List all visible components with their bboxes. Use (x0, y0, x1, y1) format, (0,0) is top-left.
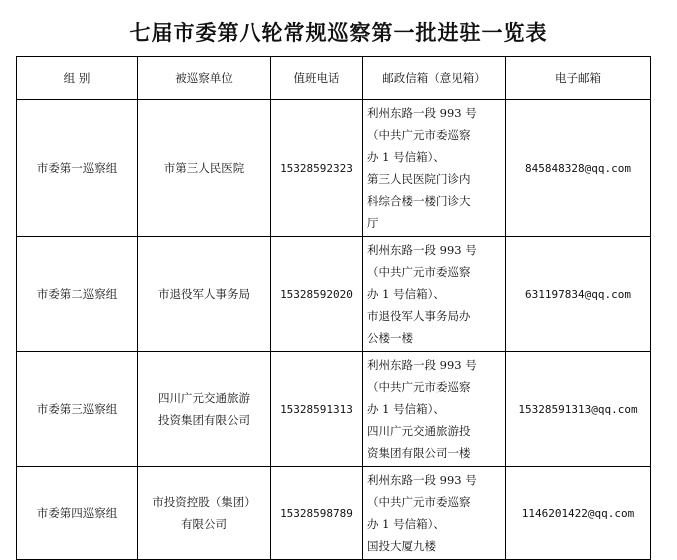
header-unit: 被巡察单位 (138, 57, 271, 100)
table-row (17, 352, 651, 467)
email-cell: 631197834@qq.com (506, 237, 651, 352)
mailbox-line: （中共广元市委巡察 (367, 495, 471, 509)
mailbox-line: （中共广元市委巡察 (367, 380, 471, 394)
table-row (17, 237, 651, 352)
mailbox-line: 市退役军人事务局办 (367, 309, 471, 323)
mailbox-cell (363, 352, 506, 467)
mailbox-line: 办 1 号信箱）、 (367, 402, 445, 416)
mailbox-line: 利州东路一段 993 号 (367, 358, 477, 372)
group-cell: 市委第二巡察组 (17, 237, 138, 352)
unit-line: 市投资控股（集团） (152, 495, 256, 509)
mailbox-cell (363, 467, 506, 560)
mailbox-line: 利州东路一段 993 号 (367, 106, 477, 120)
unit-line: 市第三人民医院 (163, 161, 245, 175)
unit-line: 四川广元交通旅游 (158, 391, 250, 405)
header-group: 组 别 (17, 57, 138, 100)
mailbox-line: 四川广元交通旅游投 (367, 424, 471, 438)
mailbox-line: 国投大厦九楼 (367, 539, 436, 553)
unit-cell (138, 352, 271, 467)
unit-cell (138, 100, 271, 237)
phone-cell: 15328592020 (271, 237, 363, 352)
email-cell: 845848328@qq.com (506, 100, 651, 237)
mailbox-cell (363, 100, 506, 237)
page-title: 七届市委第八轮常规巡察第一批进驻一览表 (129, 20, 548, 45)
mailbox-line: 利州东路一段 993 号 (367, 243, 477, 257)
phone-cell: 15328598789 (271, 467, 363, 560)
mailbox-line: （中共广元市委巡察 (367, 128, 471, 142)
mailbox-line: 科综合楼一楼门诊大 (367, 194, 471, 208)
unit-line: 有限公司 (181, 517, 227, 531)
unit-line: 投资集团有限公司 (158, 413, 250, 427)
mailbox-line: 资集团有限公司一楼 (367, 446, 471, 460)
mailbox-line: 公楼一楼 (367, 331, 413, 345)
header-mailbox: 邮政信箱（意见箱） (363, 57, 506, 100)
group-cell: 市委第一巡察组 (17, 100, 138, 237)
unit-cell (138, 467, 271, 560)
table-row (17, 467, 651, 560)
email-cell: 15328591313@qq.com (506, 352, 651, 467)
unit-cell (138, 237, 271, 352)
mailbox-line: 厅 (367, 216, 379, 230)
group-cell: 市委第四巡察组 (17, 467, 138, 560)
table-header-row (17, 57, 651, 100)
table-row (17, 100, 651, 237)
mailbox-line: 办 1 号信箱）、 (367, 287, 445, 301)
mailbox-line: 办 1 号信箱）、 (367, 150, 445, 164)
mailbox-line: 第三人民医院门诊内 (367, 172, 471, 186)
mailbox-line: 办 1 号信箱）、 (367, 517, 445, 531)
group-cell: 市委第三巡察组 (17, 352, 138, 467)
phone-cell: 15328591313 (271, 352, 363, 467)
email-cell: 1146201422@qq.com (506, 467, 651, 560)
unit-line: 市退役军人事务局 (158, 287, 250, 301)
mailbox-cell (363, 237, 506, 352)
header-phone: 值班电话 (271, 57, 363, 100)
mailbox-line: 利州东路一段 993 号 (367, 473, 477, 487)
header-email: 电子邮箱 (506, 57, 651, 100)
mailbox-line: （中共广元市委巡察 (367, 265, 471, 279)
phone-cell: 15328592323 (271, 100, 363, 237)
inspection-table (16, 56, 651, 560)
